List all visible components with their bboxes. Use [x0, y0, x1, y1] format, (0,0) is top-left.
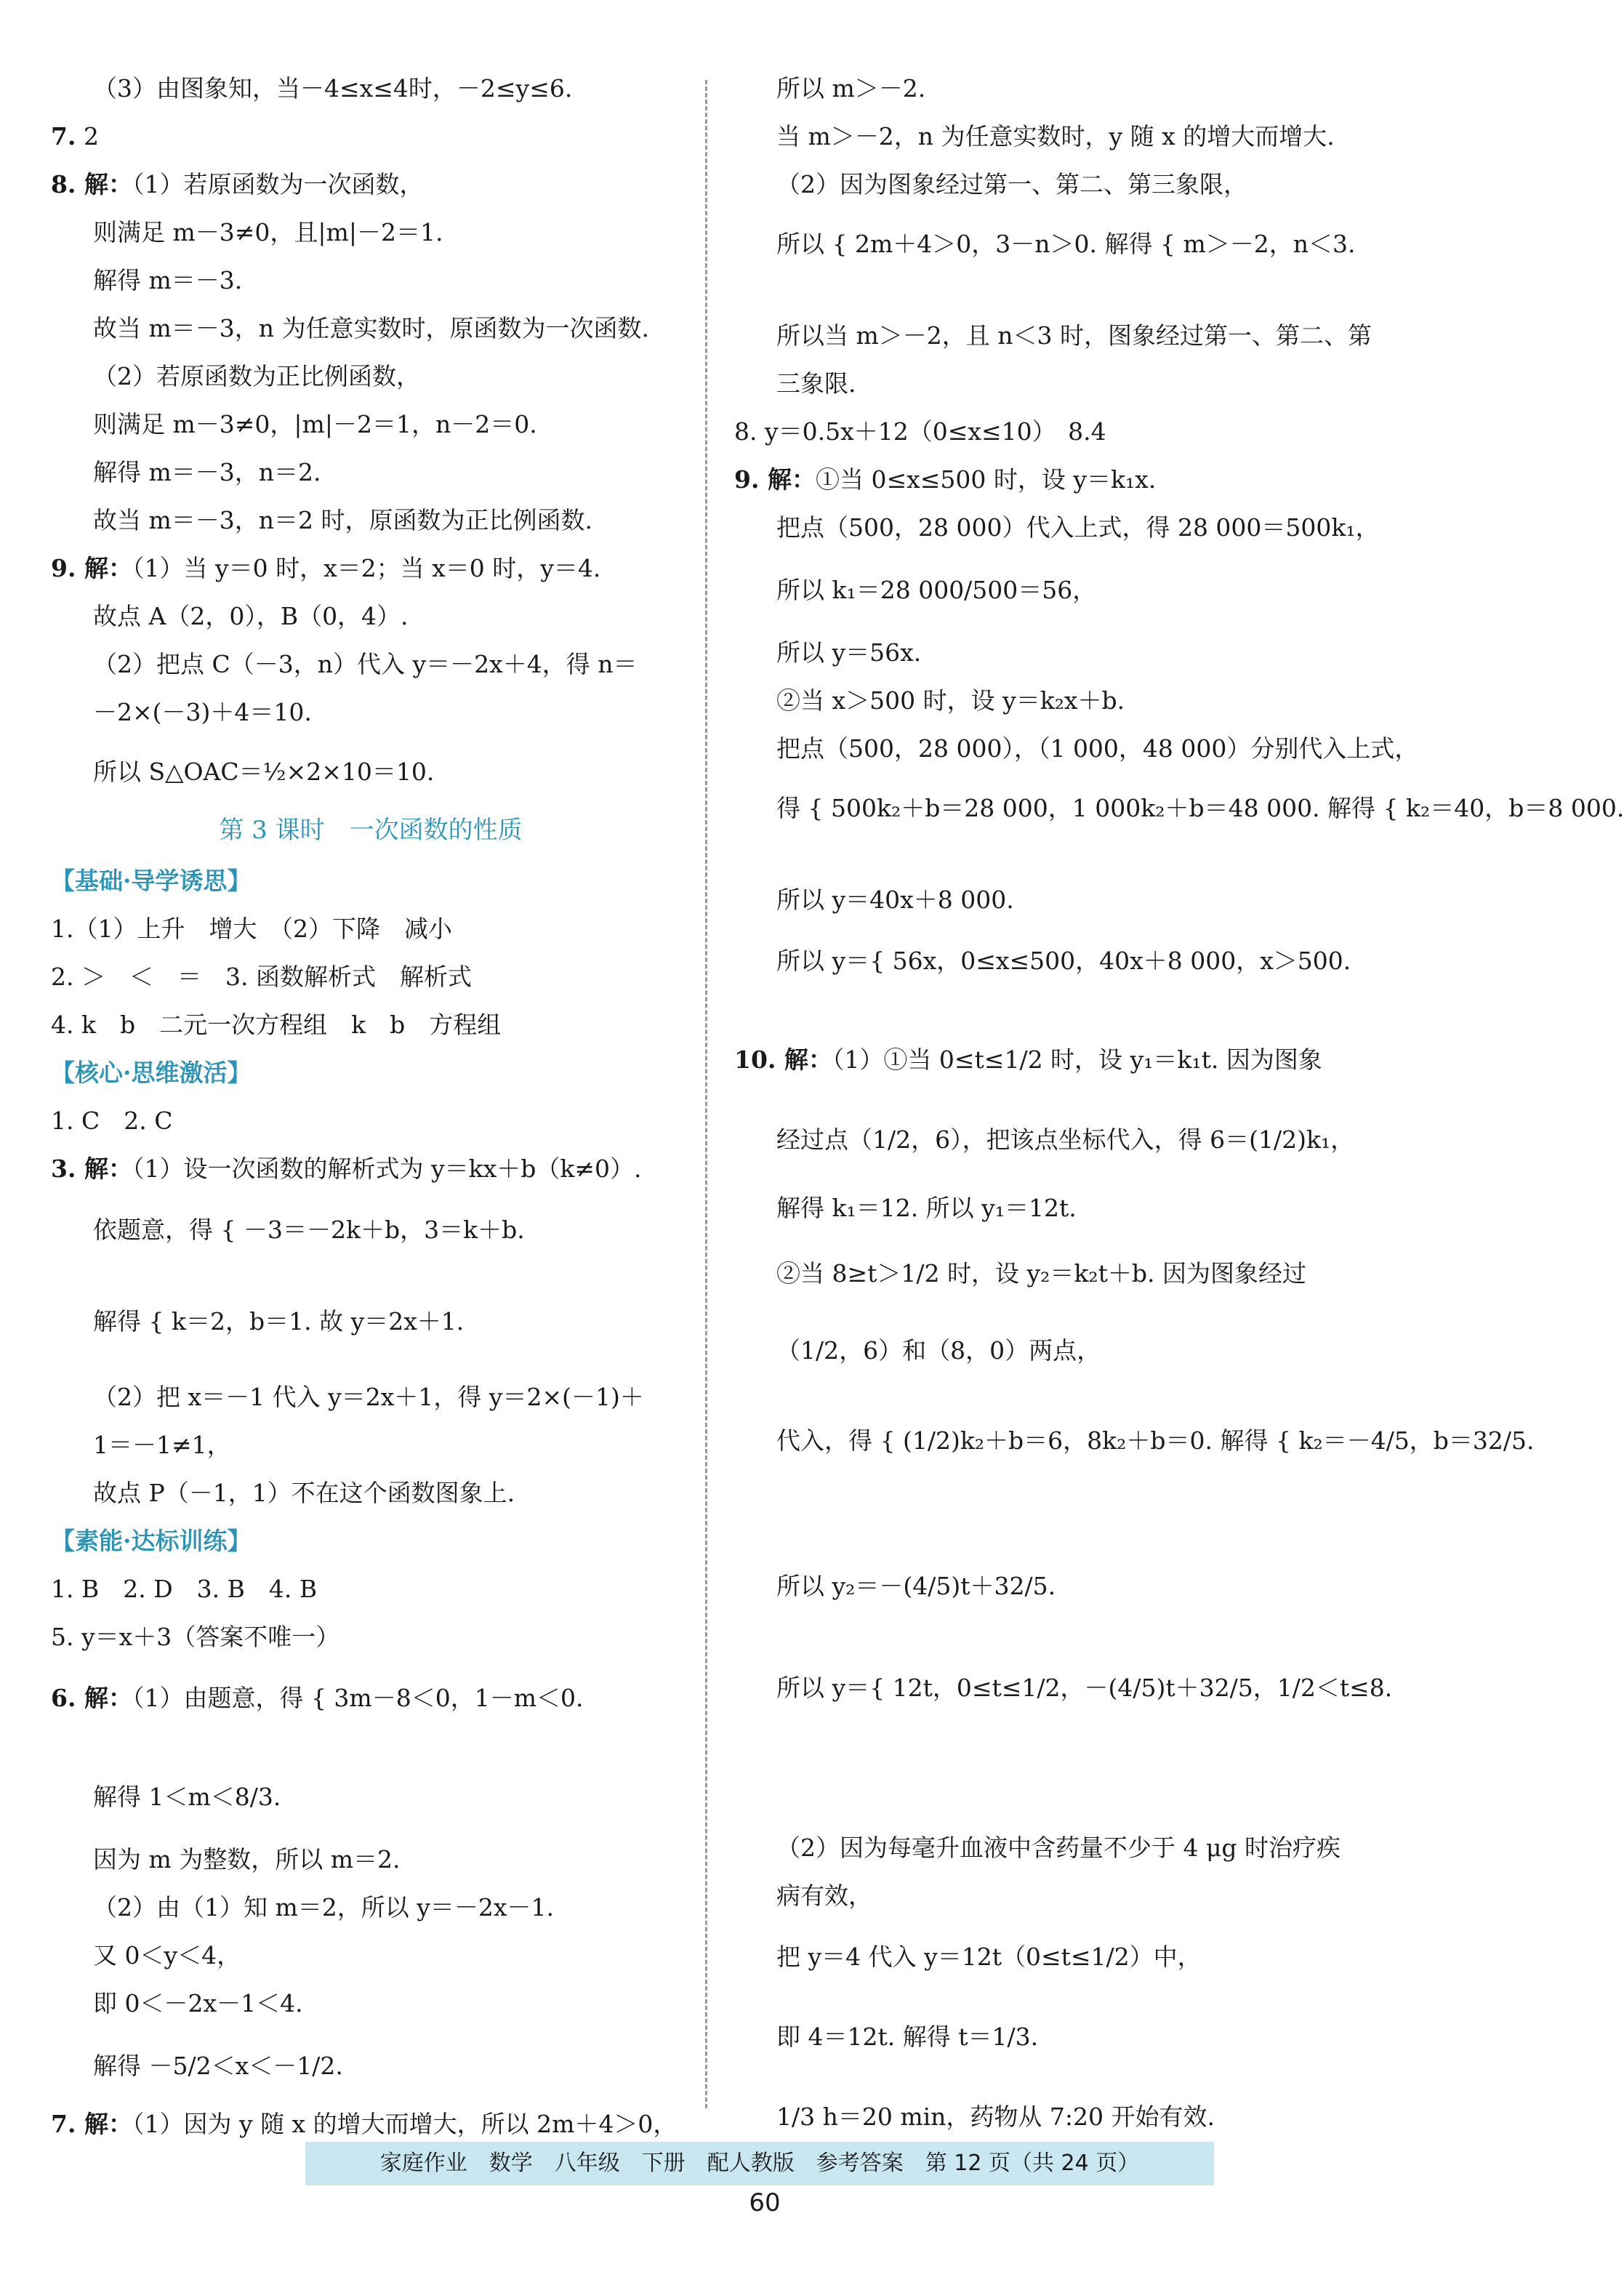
text-line: 当 m＞－2，n 为任意实数时，y 随 x 的增大而增大. — [776, 122, 1335, 150]
text-line: 所以 { 2m＋4＞0，3－n＞0. 解得 { m＞－2，n＜3. — [776, 230, 1356, 258]
text-line: 所以 y₂＝－(4/5)t＋32/5. — [776, 1572, 1056, 1600]
section-heading: 【基础·导学诱思】 — [51, 867, 252, 895]
text-line: 5. y＝x＋3（答案不唯一） — [51, 1623, 340, 1651]
text-line: 所以 y＝56x. — [776, 638, 922, 667]
text-line: 故点 A（2，0），B（0，4）. — [93, 602, 409, 630]
text-line: （3）由图象知，当－4≤x≤4时，－2≤y≤6. — [93, 74, 573, 103]
text-line: 解得 1＜m＜8/3. — [93, 1783, 281, 1811]
text-line: 解得 m＝－3. — [93, 266, 243, 294]
text-line: 即 4＝12t. 解得 t＝1/3. — [776, 2023, 1039, 2051]
text-line: 三象限. — [776, 369, 856, 398]
text-line: 1. C 2. C — [51, 1107, 173, 1135]
text-line: 所以 y＝{ 12t，0≤t≤1/2，－(4/5)t＋32/5，1/2＜t≤8. — [776, 1674, 1393, 1702]
text-line: 9. 解：①当 0≤x≤500 时，设 y＝k₁x. — [734, 465, 1157, 494]
text-line: 4. k b 二元一次方程组 k b 方程组 — [51, 1011, 502, 1039]
text-line: 解得 { k＝2，b＝1. 故 y＝2x＋1. — [93, 1307, 465, 1336]
page-number: 60 — [749, 2188, 781, 2217]
text-line: 故当 m＝－3，n＝2 时，原函数为正比例函数. — [93, 506, 593, 534]
text-line: 7. 解：（1）因为 y 随 x 的增大而增大，所以 2m＋4＞0， — [51, 2110, 678, 2138]
text-line: 8. 解：（1）若原函数为一次函数， — [51, 170, 424, 198]
text-line: 把点（500，28 000），（1 000，48 000）分别代入上式， — [776, 734, 1419, 763]
footer-banner: 家庭作业 数学 八年级 下册 配人教版 参考答案 第 12 页（共 24 页） — [305, 2142, 1214, 2185]
text-line: 代入，得 { (1/2)k₂＋b＝6，8k₂＋b＝0. 解得 { k₂＝－4/5，b＝32/5. — [776, 1426, 1535, 1455]
text-line: 7. 2 — [51, 122, 99, 150]
text-line: 经过点（1/2，6），把该点坐标代入，得 6＝(1/2)k₁， — [776, 1125, 1355, 1154]
text-line: 1.（1）上升 增大 （2）下降 减小 — [51, 915, 452, 943]
text-line: 1＝－1≠1， — [93, 1431, 231, 1459]
text-line: 所以 m＞－2. — [776, 74, 926, 103]
text-line: 故点 P（－1，1）不在这个函数图象上. — [93, 1479, 515, 1507]
text-line: 病有效， — [776, 1882, 872, 1910]
text-line: 依题意，得 { －3＝－2k＋b，3＝k＋b. — [93, 1216, 525, 1244]
section-title: 第 3 课时 一次函数的性质 — [219, 816, 523, 845]
section-heading: 【素能·达标训练】 — [51, 1527, 252, 1555]
text-line: 所以 y＝{ 56x，0≤x≤500，40x＋8 000，x＞500. — [776, 947, 1351, 975]
text-line: 1. B 2. D 3. B 4. B — [51, 1575, 318, 1603]
text-line: 解得 －5/2＜x＜－1/2. — [93, 2052, 343, 2080]
text-line: 所以 S△OAC＝½×2×10＝10. — [93, 758, 435, 786]
text-line: 又 0＜y＜4， — [93, 1941, 241, 1969]
text-line: 把点（500，28 000）代入上式，得 28 000＝500k₁， — [776, 513, 1380, 542]
section-heading: 【核心·思维激活】 — [51, 1059, 252, 1087]
text-line: 所以当 m＞－2，且 n＜3 时，图象经过第一、第二、第 — [776, 321, 1372, 350]
text-line: 即 0＜－2x－1＜4. — [93, 1989, 303, 2017]
text-line: ②当 x＞500 时，设 y＝k₂x＋b. — [776, 686, 1125, 715]
text-line: 8. y＝0.5x＋12（0≤x≤10） 8.4 — [734, 417, 1106, 446]
text-line: 3. 解：（1）设一次函数的解析式为 y＝kx＋b（k≠0）. — [51, 1154, 642, 1183]
text-line: 所以 y＝40x＋8 000. — [776, 886, 1014, 914]
text-line: 2. ＞ ＜ ＝ 3. 函数解析式 解析式 — [51, 963, 472, 991]
text-line: （2）由（1）知 m＝2，所以 y＝－2x－1. — [93, 1893, 554, 1921]
text-line: （2）若原函数为正比例函数， — [93, 362, 420, 390]
text-line: 1/3 h＝20 min，药物从 7:20 开始有效. — [776, 2103, 1215, 2131]
text-line: （2）把点 C（－3，n）代入 y＝－2x＋4，得 n＝ — [93, 650, 638, 678]
text-line: 10. 解：（1）①当 0≤t≤1/2 时，设 y₁＝k₁t. 因为图象 — [734, 1045, 1322, 1074]
text-line: 得 { 500k₂＋b＝28 000，1 000k₂＋b＝48 000. 解得 { k₂＝40，b＝8 000. — [776, 794, 1624, 822]
text-line: 则满足 m－3≠0，|m|－2＝1，n－2＝0. — [93, 410, 537, 438]
text-line: （2）因为图象经过第一、第二、第三象限， — [776, 170, 1247, 198]
text-line: ②当 8≥t＞1/2 时，设 y₂＝k₂t＋b. 因为图象经过 — [776, 1259, 1306, 1288]
text-line: 故当 m＝－3，n 为任意实数时，原函数为一次函数. — [93, 314, 650, 342]
text-line: （2）把 x＝－1 代入 y＝2x＋1，得 y＝2×(－1)＋ — [93, 1383, 644, 1411]
text-line: 把 y＝4 代入 y＝12t（0≤t≤1/2）中， — [776, 1943, 1202, 1971]
text-line: 解得 k₁＝12. 所以 y₁＝12t. — [776, 1194, 1077, 1222]
text-line: 所以 k₁＝28 000/500＝56， — [776, 576, 1097, 604]
text-line: （2）因为每毫升血液中含药量不少于 4 μg 时治疗疾 — [776, 1834, 1341, 1862]
text-line: （1/2，6）和（8，0）两点， — [776, 1336, 1101, 1365]
column-divider — [705, 80, 707, 2108]
text-line: 解得 m＝－3，n＝2. — [93, 458, 321, 486]
text-line: 则满足 m－3≠0，且|m|－2＝1. — [93, 218, 443, 246]
text-line: 9. 解：（1）当 y＝0 时，x＝2；当 x＝0 时，y＝4. — [51, 554, 601, 582]
text-line: －2×(－3)＋4＝10. — [93, 698, 312, 726]
text-line: 因为 m 为整数，所以 m＝2. — [93, 1845, 401, 1874]
text-line: 6. 解：（1）由题意，得 { 3m－8＜0，1－m＜0. — [51, 1684, 584, 1712]
